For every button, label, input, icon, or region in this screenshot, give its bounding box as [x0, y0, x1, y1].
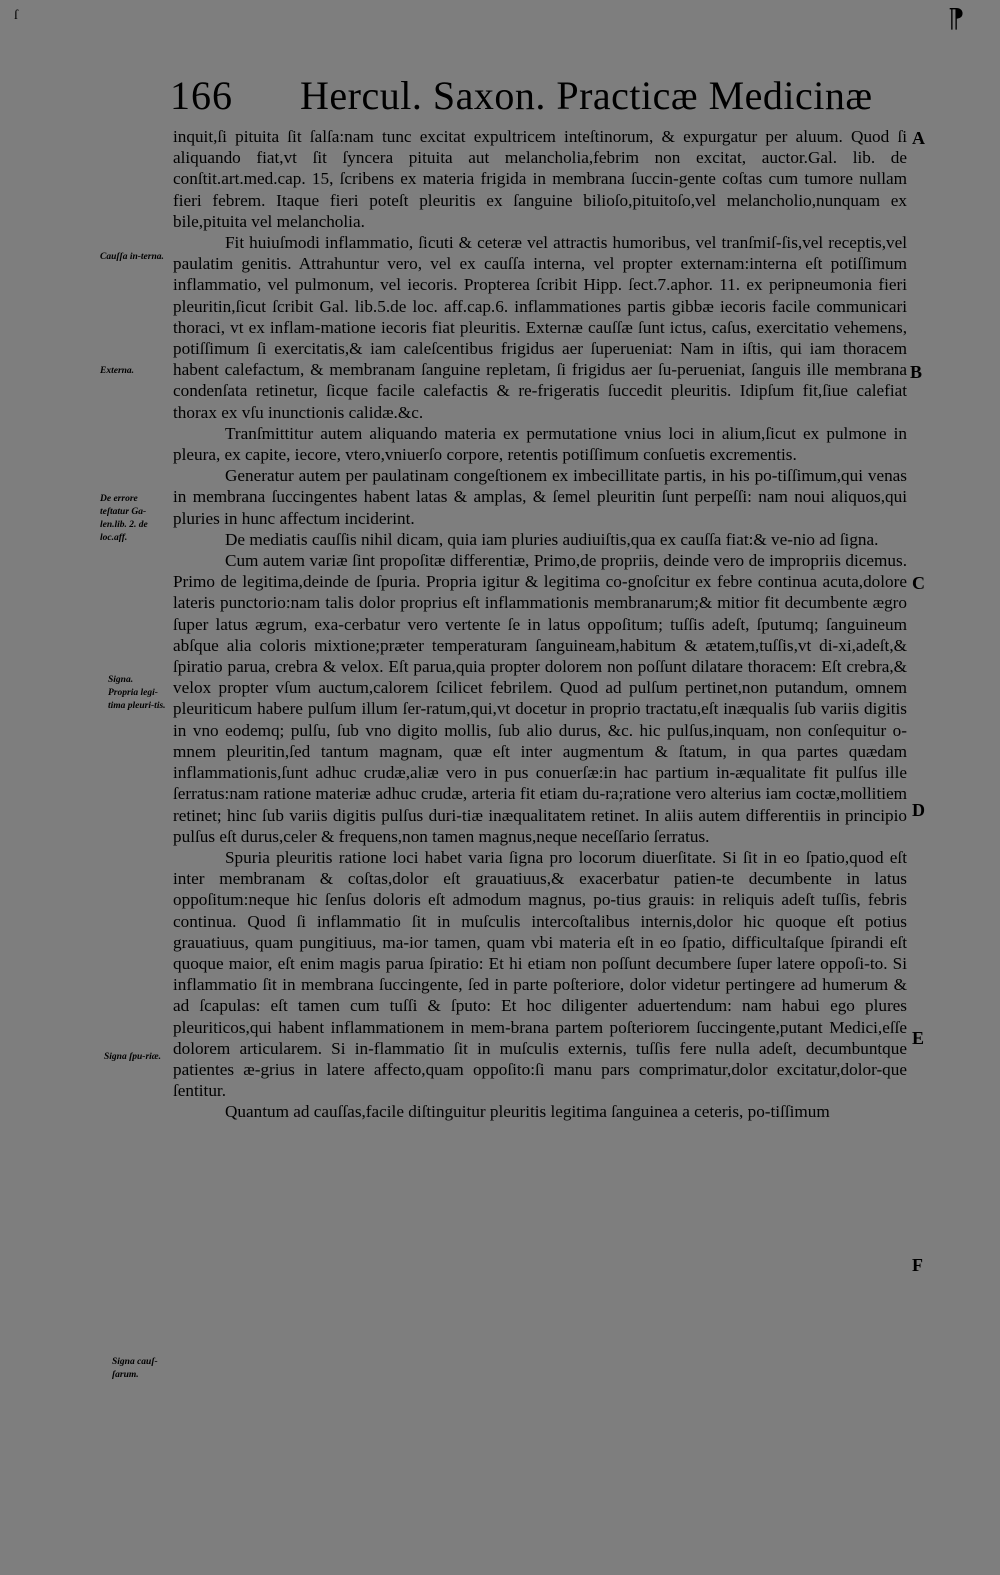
paragraph-5: De mediatis cauſſis nihil dicam, quia iam pluries audiuiſtis,qua ex cauſſa fiat:& ve-nio ad ſigna. — [225, 529, 879, 549]
section-letter-a: A — [912, 128, 925, 148]
running-title: Hercul. Saxon. Practicæ Medicinæ — [300, 73, 873, 118]
margin-note-causa-interna: Cauſſa in-terna. — [100, 252, 164, 262]
margin-note-signa-causarum: Signa cauſ-ſarum. — [112, 1357, 158, 1380]
paragraph-2: Fit huiuſmodi inflammatio, ſicuti & ceteræ vel attractis humoribus, vel tranſmiſ-ſis,vel receptis,vel paulatim genitis. Attrahuntur vero, vel ex cauſſa interna, vel propter externam:interna eſt potiſſimum inflammatio, vel pulmonum, vel iecoris. Propterea ſcribit Hipp. ſect.7.aphor. 11. ex peripneumonia fieri pleuritin,ſicut ſcribit Gal. lib.5.de loc. aff.cap.6. inflammationes partis gibbæ iecoris facile communicari thoraci, vt ex inflam-matione iecoris fiat pleuritis. Externæ cauſſæ ſunt ictus, caſus, exercitatio vehemens, potiſſimum ſi exercitatis,& iam caleſcentibus frigidus aer ſuperueniat: Nam in iſtis, qui iam thoracem habent calefactum, & membranam ſanguine repletam, ſi frigidus aer ſu-perueniat, ſanguis ille membrana condenſata retinetur, ſicque facile calefactis & re-frigeratis ſuccedit pleuritis. Idipſum fit,ſiue calefiat thorax ex vſu inunctionis calidæ.&c. — [173, 233, 907, 422]
margin-note-externa: Externa. — [100, 366, 135, 376]
paragraph-6: Cum autem variæ ſint propoſitæ differentiæ, Primo,de propriis, deinde vero de impropriis dicemus. Primo de legitima,deinde de ſpuria. Propria igitur & legitima co-gnoſcitur ex febre continua acuta,dolore lateris punctorio:nam talis dolor proprius eſt inflammationis membranarum;& mitior fit decumbente ægro ſuper latus ægrum, exa-cerbatur vero vertente ſe in latus oppoſitum; tuſſis adeſt, ſputumq; ſanguineum abſque alia coloris mixtione;præter temperaturam ſanguineam,habitum & ætatem,tuſſis,vt di-xi,adeſt,& ſpiratio parua, crebra & velox. Eſt parua,quia propter dolorem non poſſunt dilatare thoracem: Eſt crebra,& velox propter vſum auctum,calorem ſcilicet febrilem. Quod ad pulſum pertinet,non putandum, omnem pleuriticum habere pulſum illum ſer-ratum,qui,vt docetur in proprio tractatu,eſt inæqualis ſub variis digitis in vno eodemq; pulſu, ſub vno digito mollis, ſub alio durus, &c. hic pulſus,inquam, non conſequitur o-mnem pleuritin,ſed tantum magnam, quæ eſt inter augmentum & ſtatum, in qua partes quædam inflammationis,ſunt adhuc crudæ,aliæ vero in pus conuerſæ:in hac partium in-æqualitate fit pulſus ille ſerratus:nam ratione materiæ adhuc crudæ, arteria fit etiam du-ra;ratione vero alterius iam coctæ,mollitiem retinet; hinc ſub variis digitis pulſus duri-tiæ inæqualitatem retinet. In aliis autem differentiis in principio pulſus eſt durus,celer & frequens,non tamen magnus,neque neceſſario ſerratus. — [173, 551, 907, 846]
paragraph-8: Quantum ad cauſſas,facile diſtinguitur pleuritis legitima ſanguinea a ceteris, po-tiſſimum — [225, 1102, 830, 1122]
corner-mark-right: ⁋ — [948, 4, 965, 33]
section-letter-d: D — [912, 800, 925, 820]
paragraph-1: inquit,ſi pituita ſit ſalſa:nam tunc excitat expultricem inteſtinorum, & expurgatur per aluum. Quod ſi aliquando fiat,vt ſit ſyncera pituita aut melancholia,febrim non excitat, auctor.Gal. lib. de conſtit.art.med.cap. 15, ſcribens ex materia frigida in membrana ſuccin-gente coſtas cum tumore nullam fieri febrem. Itaque fieri poteſt pleuritis ex ſanguine bilioſo,pituitoſo,vel melancholio,nunquam ex bile,pituita vel melancholia. — [173, 127, 907, 231]
margin-note-signa-spuriae: Signa ſpu-riæ. — [104, 1052, 162, 1062]
section-letter-e: E — [912, 1028, 925, 1048]
section-letter-c: C — [912, 573, 925, 593]
paragraph-7: Spuria pleuritis ratione loci habet varia ſigna pro locorum diuerſitate. Si ſit in eo ſpatio,quod eſt inter membranam & coſtas,dolor eſt grauatiuus,& exacerbatur patien-te decumbente in latus oppoſitum:neque hic ſenſus doloris eſt admodum magnus, po-tius grauis: in reliquis adeſt tuſſis, febris continua. Quod ſi inflammatio ſit in muſculis intercoſtalibus internis,dolor hic quoque eſt potius grauatiuus, quam pungitiuus, ma-ior tamen, quam vbi materia eſt in eo ſpatio, difficultaſque ſpirandi eſt quoque maior, eſt enim magis parua ſpiratio: Et hi etiam non poſſunt decumbere ſuper latere oppoſi-to. Si inflammatio ſit in membrana ſuccingente, ſed in parte poſteriore, dolor videtur pertingere ad humerum & ad ſcapulas: eſt tamen cum tuſſi & ſputo: Et hoc diligenter aduertendum: nam habui ego plures pleuriticos,qui habent inflammationem in mem-brana partem poſteriorem ſuccingente,putant Medici,eſſe dolorem articularem. Si in-flammatio ſit in muſculis externis, tuſſis fere nulla adeſt, decumbuntque patientes æ-grius in latere affecto,quam oppoſito:ſi manu pars comprimatur,dolor excitatur,dolor-que ſentitur. — [173, 847, 907, 1101]
margin-note-signa: Signa. — [108, 675, 134, 685]
section-letter-f: F — [912, 1255, 923, 1275]
section-letter-b: B — [910, 362, 923, 382]
paragraph-4: Generatur autem per paulatinam congeſtionem ex imbecillitate partis, in his po-tiſſimum,qui venas in membrana ſuccingentes habent latas & amplas, & ſemel pleuritin ſunt perpeſſi: nam noui aliquos,qui pluries in hunc affectum inciderint. — [173, 466, 907, 528]
page-header — [170, 72, 873, 128]
margin-note-propria-legitima: Propria legi-tima pleuri-tis. — [108, 688, 166, 711]
margin-note-de-errore: De errore teſtatur Ga-len.lib. 2. de loc.aff. — [100, 494, 148, 543]
body-text — [173, 126, 907, 1123]
page-number: 166 — [170, 73, 233, 118]
corner-mark-left: ſ — [14, 8, 18, 23]
paragraph-3: Tranſmittitur autem aliquando materia ex permutatione vnius loci in alium,ſicut ex pulmone in pleura, ex capite, iecore, vtero,vniuerſo corpore, retentis potiſſimum conſuetis excrementis. — [173, 423, 907, 465]
